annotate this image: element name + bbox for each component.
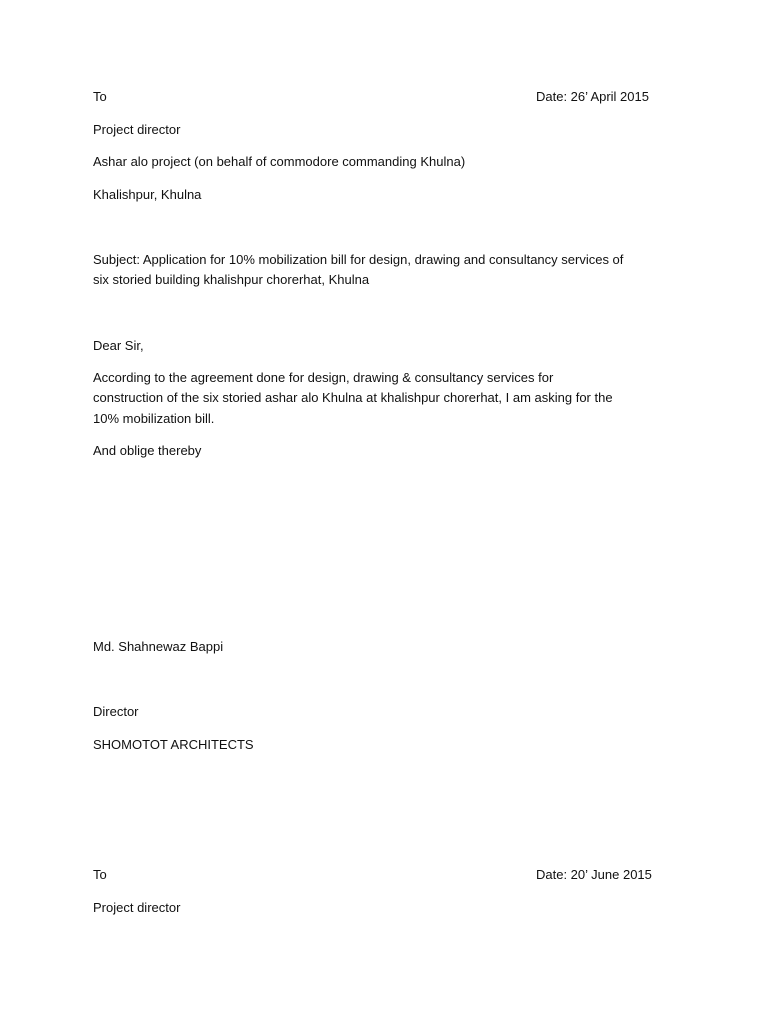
letter2-recipient-title: Project director: [93, 900, 181, 915]
letter2-to: To: [93, 867, 107, 882]
letter1-body-line2: construction of the six storied ashar alo Khulna at khalishpur chorerhat, I am asking for the: [93, 390, 613, 405]
letter1-body-line1: According to the agreement done for design, drawing & consultancy services for: [93, 370, 554, 385]
letter1-salutation: Dear Sir,: [93, 338, 144, 353]
letter1-subject-line1: Subject: Application for 10% mobilization bill for design, drawing and consultancy services of: [93, 252, 624, 267]
letter1-signer-company: SHOMOTOT ARCHITECTS: [93, 737, 254, 752]
letter1-body-line3: 10% mobilization bill.: [93, 411, 215, 426]
letter2-date: Date: 20’ June 2015: [536, 867, 652, 882]
letter1-signer-name: Md. Shahnewaz Bappi: [93, 639, 224, 654]
letter1-signer-title: Director: [93, 704, 139, 719]
letter1-closing: And oblige thereby: [93, 443, 202, 458]
letter1-recipient-address: Khalishpur, Khulna: [93, 187, 202, 202]
letter1-recipient-org: Ashar alo project (on behalf of commodore commanding Khulna): [93, 154, 466, 169]
letter1-date: Date: 26’ April 2015: [536, 89, 649, 104]
letter1-to: To: [93, 89, 107, 104]
letter1-recipient-title: Project director: [93, 122, 181, 137]
letter1-subject-line2: six storied building khalishpur chorerhat, Khulna: [93, 272, 370, 287]
